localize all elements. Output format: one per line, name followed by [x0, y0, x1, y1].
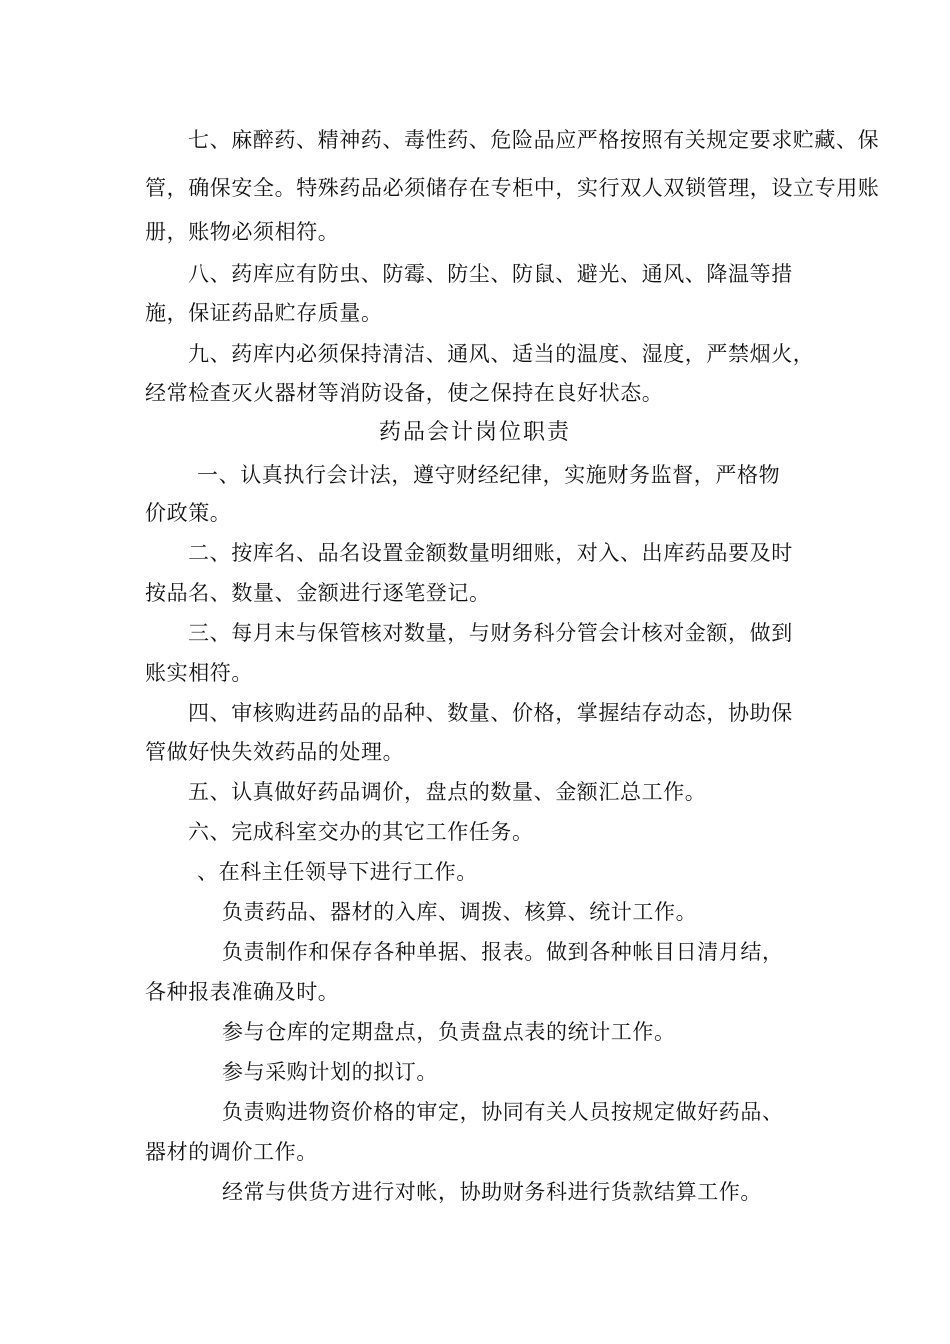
- paragraph-line: 册，账物必须相符。: [145, 220, 340, 244]
- paragraph-line: 八、药库应有防虫、防霉、防尘、防鼠、避光、通风、降温等措: [188, 262, 793, 286]
- paragraph-line: 参与仓库的定期盘点，负责盘点表的统计工作。: [222, 1020, 676, 1044]
- paragraph-line: 六、完成科室交办的其它工作任务。: [188, 820, 534, 844]
- paragraph-line: 、在科主任领导下进行工作。: [197, 860, 478, 884]
- paragraph-line: 负责购进物资价格的审定，协同有关人员按规定做好药品、: [222, 1100, 784, 1124]
- paragraph-line: 经常与供货方进行对帐，协助财务科进行货款结算工作。: [222, 1180, 762, 1204]
- paragraph-line: 经常检查灭火器材等消防设备，使之保持在良好状态。: [145, 381, 664, 405]
- paragraph-line: 施，保证药品贮存质量。: [145, 301, 383, 325]
- paragraph-line: 各种报表准确及时。: [145, 980, 340, 1004]
- paragraph-line: 四、审核购进药品的品种、数量、价格，掌握结存动态，协助保: [188, 701, 793, 725]
- paragraph-line: 参与采购计划的拟订。: [222, 1060, 438, 1084]
- section-title: 药品会计岗位职责: [378, 420, 571, 445]
- paragraph-line: 九、药库内必须保持清洁、通风、适当的温度、湿度，严禁烟火，: [188, 342, 815, 366]
- paragraph-line: 三、每月末与保管核对数量，与财务科分管会计核对金额，做到: [188, 621, 793, 645]
- paragraph-line: 器材的调价工作。: [145, 1140, 318, 1164]
- paragraph-line: 五、认真做好药品调价，盘点的数量、金额汇总工作。: [188, 780, 707, 804]
- paragraph-line: 负责药品、器材的入库、调拨、核算、统计工作。: [222, 900, 698, 924]
- paragraph-line: 七、麻醉药、精神药、毒性药、危险品应严格按照有关规定要求贮藏、保: [188, 128, 880, 152]
- paragraph-line: 账实相符。: [145, 661, 253, 685]
- paragraph-line: 管做好快失效药品的处理。: [145, 740, 405, 764]
- paragraph-line: 一、认真执行会计法，遵守财经纪律，实施财务监督，严格物: [197, 463, 781, 487]
- paragraph-line: 按品名、数量、金额进行逐笔登记。: [145, 581, 491, 605]
- paragraph-line: 价政策。: [145, 501, 232, 525]
- paragraph-line: 负责制作和保存各种单据、报表。做到各种帐目日清月结，: [222, 940, 784, 964]
- paragraph-line: 管，确保安全。特殊药品必须储存在专柜中，实行双人双锁管理，设立专用账: [145, 176, 880, 200]
- paragraph-line: 二、按库名、品名设置金额数量明细账，对入、出库药品要及时: [188, 541, 793, 565]
